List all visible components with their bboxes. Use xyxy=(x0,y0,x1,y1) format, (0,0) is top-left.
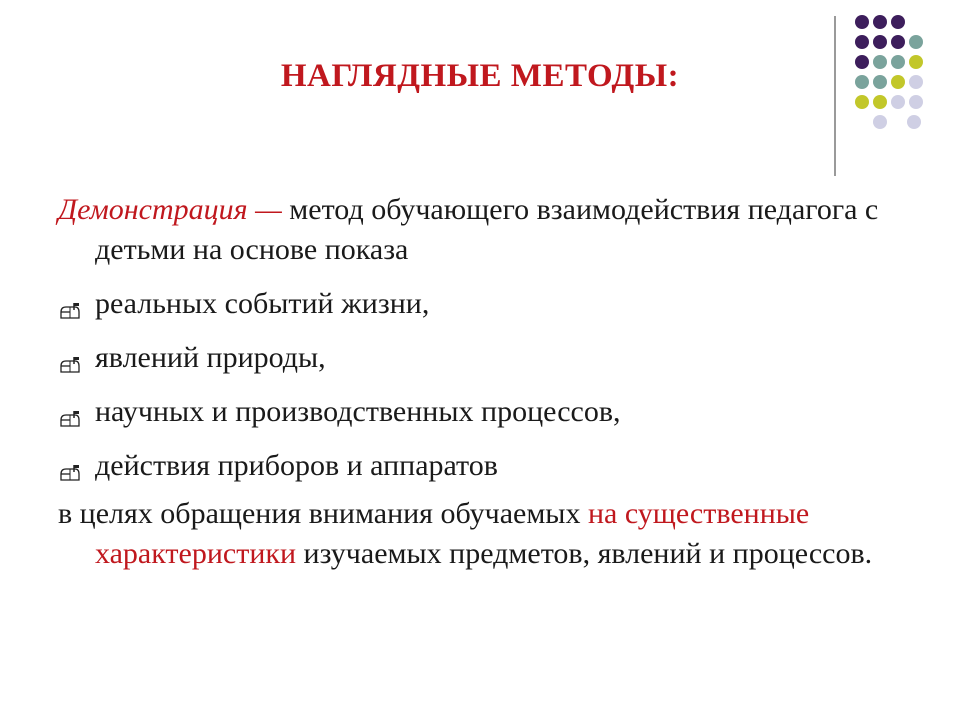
decorative-dot xyxy=(909,75,923,89)
bullet-text: реальных событий жизни, xyxy=(95,287,430,320)
decorative-dot xyxy=(855,55,869,69)
definition-term: Демонстрация — xyxy=(58,193,282,226)
slide-body xyxy=(58,190,918,574)
mailbox-icon xyxy=(58,455,82,475)
decorative-dot xyxy=(873,15,887,29)
bullet-item xyxy=(58,338,918,378)
definition-paragraph xyxy=(58,190,918,270)
bullet-list xyxy=(58,284,918,486)
bullet-text: научных и производственных процессов, xyxy=(95,395,621,428)
slide-title: НАГЛЯДНЫЕ МЕТОДЫ: xyxy=(280,58,680,94)
bullet-item xyxy=(58,284,918,324)
decorative-dot xyxy=(855,95,869,109)
decorative-dot xyxy=(873,75,887,89)
decorative-dot xyxy=(909,95,923,109)
bullet-item xyxy=(58,446,918,486)
conclusion-part-2: изучаемых предметов, явлений и процессов. xyxy=(296,537,873,570)
decorative-dot xyxy=(907,115,921,129)
decorative-dot xyxy=(873,55,887,69)
decorative-dot xyxy=(855,75,869,89)
decorative-dot xyxy=(891,75,905,89)
conclusion-paragraph xyxy=(58,494,918,574)
decorative-dot xyxy=(891,15,905,29)
bullet-text: явлений природы, xyxy=(95,341,326,374)
decorative-dot xyxy=(855,35,869,49)
mailbox-icon xyxy=(58,293,82,313)
mailbox-icon xyxy=(58,347,82,367)
mailbox-icon xyxy=(58,401,82,421)
decorative-dot xyxy=(909,55,923,69)
decorative-dot xyxy=(909,35,923,49)
decorative-dot xyxy=(891,35,905,49)
bullet-item xyxy=(58,392,918,432)
decorative-dot xyxy=(855,15,869,29)
conclusion-part-1: в целях обращения внимания обучаемых xyxy=(58,497,588,530)
decorative-dot xyxy=(873,115,887,129)
bullet-text: действия приборов и аппаратов xyxy=(95,449,498,482)
definition-text: метод обучающего взаимодействия педагога с детьми на основе показа xyxy=(95,193,879,266)
decorative-dot xyxy=(891,95,905,109)
decorative-dot xyxy=(891,55,905,69)
decorative-dot xyxy=(873,35,887,49)
decorative-dot xyxy=(873,95,887,109)
decorative-divider xyxy=(834,16,836,176)
conclusion-highlight: на существенные характеристики xyxy=(95,497,810,570)
